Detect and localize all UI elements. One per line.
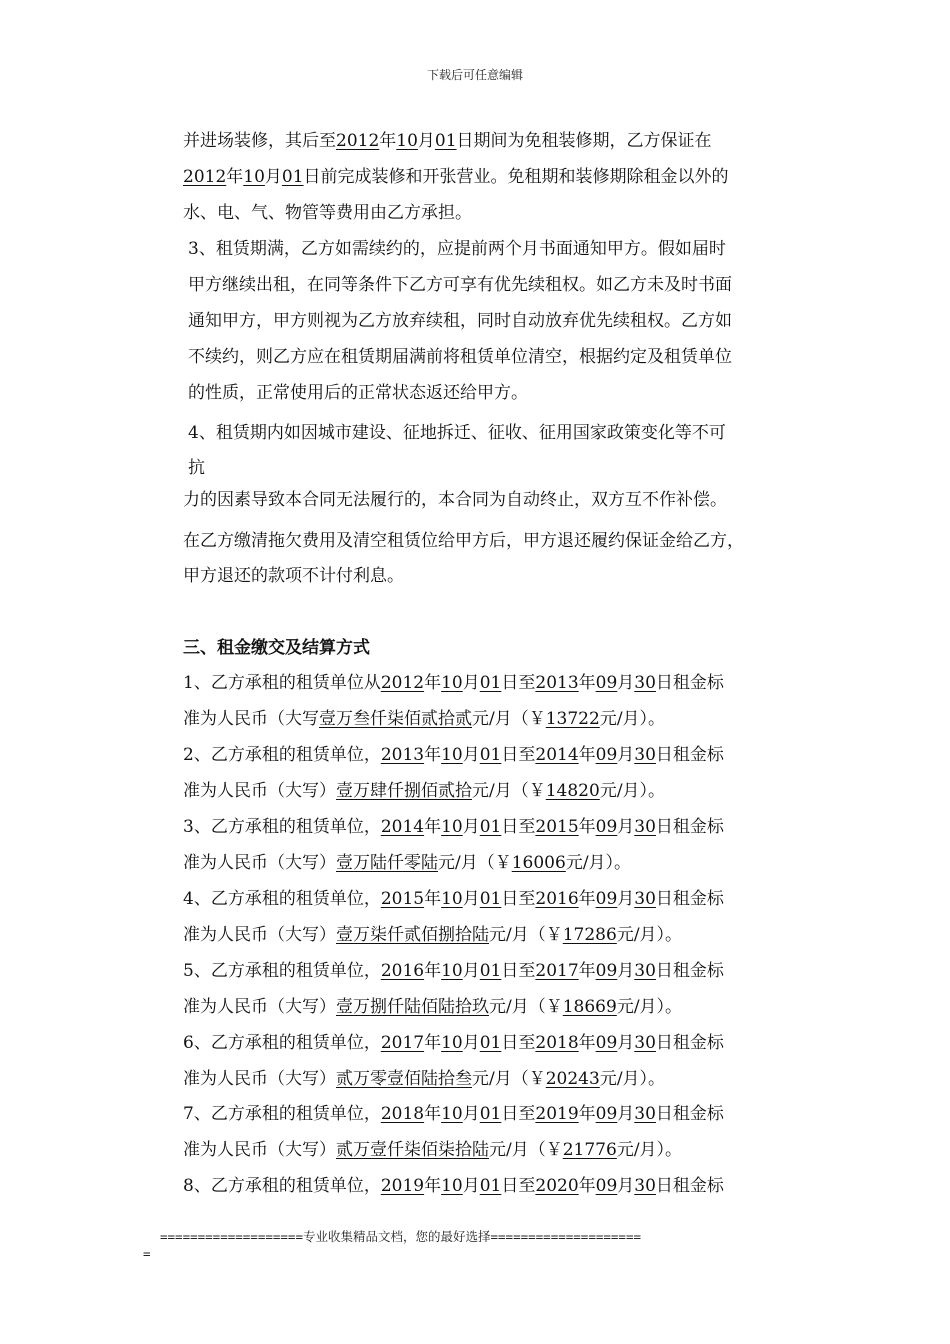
start-day: 01 (479, 1104, 502, 1124)
end-month: 09 (595, 673, 618, 693)
text: 月 (617, 745, 635, 765)
amount-numeric: 20243 (545, 1069, 600, 1089)
text: 元/月（￥ (472, 709, 546, 729)
amount-numeric: 16006 (511, 853, 566, 873)
text: 元/月（￥ (489, 925, 563, 945)
text: 租金标 (672, 673, 724, 693)
text: 月 (617, 673, 635, 693)
text: 月 (462, 1104, 480, 1124)
text: 日前完成装修和开张营业。免租期和装修期除租金以外的 (303, 167, 729, 187)
item-prefix: 3、乙方承租的租赁单位， (183, 817, 381, 837)
text: 至 (518, 745, 536, 765)
text: 年 (226, 167, 244, 187)
start-year: 2017 (380, 1033, 425, 1053)
text: 月 (617, 1176, 635, 1196)
end-month: 09 (595, 1176, 618, 1196)
rent-item-5 (183, 961, 724, 981)
amount-in-words: 壹万陆仟零陆 (336, 853, 438, 873)
page-header: 下载后可任意编辑 (426, 68, 523, 82)
text: 年 (578, 1104, 596, 1124)
text: 元/月（￥ (472, 781, 546, 801)
end-year: 2016 (535, 889, 579, 909)
clause-4-line: 4、租赁期内如因城市建设、征地拆迁、征收、征用国家政策变化等不可 (188, 423, 726, 443)
text: 日 (501, 817, 519, 837)
start-day: 01 (479, 745, 502, 765)
text: 租金标 (672, 745, 724, 765)
text: 年 (578, 817, 596, 837)
paragraph-line: 不续约，则乙方应在租赁期届满前将租赁单位清空，根据约定及租赁单位 (188, 347, 732, 367)
end-month: 09 (595, 1033, 618, 1053)
end-day: 30 (634, 1176, 656, 1196)
rent-item-3-amount (183, 853, 631, 873)
text: 年 (424, 1176, 442, 1196)
rent-item-1 (183, 673, 724, 693)
item-prefix: 8、乙方承租的租赁单位， (183, 1176, 381, 1196)
start-month: 10 (441, 1104, 463, 1124)
amount-in-words: 壹万肆仟捌佰贰拾 (336, 781, 472, 801)
text: 租金标 (672, 1033, 724, 1053)
text: 至 (518, 1176, 536, 1196)
end-day: 30 (634, 889, 656, 909)
text: 元/月（￥ (489, 997, 563, 1017)
text: 年 (379, 131, 397, 151)
clause-3-line: 3、租赁期满，乙方如需续约的，应提前两个月书面通知甲方。假如届时 (188, 239, 726, 259)
end-month: 09 (595, 817, 618, 837)
text: 年 (424, 889, 442, 909)
text: 年 (424, 673, 442, 693)
section-heading: 三、租金缴交及结算方式 (183, 638, 370, 658)
text: 日 (501, 1033, 519, 1053)
text: 并进场装修，其后至 (183, 131, 336, 151)
text: 日 (501, 745, 519, 765)
end-day: 30 (634, 1033, 656, 1053)
text: 月 (617, 817, 635, 837)
text: 日 (501, 961, 519, 981)
text: 月 (617, 1104, 635, 1124)
start-day: 01 (479, 961, 502, 981)
text: 年 (424, 1104, 442, 1124)
text: 月 (462, 745, 480, 765)
end-day: 30 (634, 745, 656, 765)
text: 月 (617, 1033, 635, 1053)
text: 元/月）。 (599, 781, 666, 801)
text: 日 (655, 673, 673, 693)
text: 月 (264, 167, 282, 187)
item-prefix: 2、乙方承租的租赁单位， (183, 745, 381, 765)
end-day: 30 (634, 1104, 656, 1124)
text: 至 (518, 1033, 536, 1053)
text: 至 (518, 673, 536, 693)
text: 租金标 (672, 817, 724, 837)
start-year: 2013 (380, 745, 425, 765)
text: 准为人民币（大写） (183, 1069, 336, 1089)
text: 日 (501, 1104, 519, 1124)
date-year: 2012 (183, 167, 227, 187)
start-day: 01 (479, 673, 502, 693)
date-day: 01 (434, 131, 457, 151)
amount-in-words: 贰万壹仟柒佰柒拾陆 (336, 1140, 489, 1160)
text: 至 (518, 817, 536, 837)
date-month: 10 (243, 167, 265, 187)
end-year: 2013 (535, 673, 579, 693)
text: 年 (578, 745, 596, 765)
text: 年 (578, 1176, 596, 1196)
paragraph-line: 抗 (188, 458, 205, 478)
text: 元/月（￥ (489, 1140, 563, 1160)
text: 租金标 (672, 1104, 724, 1124)
rent-item-6-amount (183, 1069, 665, 1089)
text: 日 (501, 889, 519, 909)
text: 月 (417, 131, 435, 151)
end-day: 30 (634, 817, 656, 837)
end-year: 2019 (535, 1104, 579, 1124)
item-prefix: 5、乙方承租的租赁单位， (183, 961, 381, 981)
start-day: 01 (479, 889, 502, 909)
date-day: 01 (281, 167, 304, 187)
text: 准为人民币（大写） (183, 997, 336, 1017)
text: 至 (518, 889, 536, 909)
amount-numeric: 14820 (545, 781, 600, 801)
amount-in-words: 壹万捌仟陆佰陆拾玖 (336, 997, 489, 1017)
text: 元/月）。 (616, 1140, 683, 1160)
text: 准为人民币（大写） (183, 1140, 336, 1160)
paragraph-line (183, 167, 729, 187)
amount-numeric: 17286 (562, 925, 617, 945)
text: 月 (617, 961, 635, 981)
text: 元/月（￥ (472, 1069, 546, 1089)
rent-item-5-amount (183, 997, 682, 1017)
item-prefix: 7、乙方承租的租赁单位， (183, 1104, 381, 1124)
text: 年 (578, 889, 596, 909)
rent-item-1-amount (183, 709, 665, 729)
text: 租金标 (672, 889, 724, 909)
text: 准为人民币（大写） (183, 853, 336, 873)
amount-numeric: 21776 (562, 1140, 617, 1160)
text: 月 (462, 1033, 480, 1053)
start-year: 2014 (380, 817, 425, 837)
amount-in-words: 壹万叁仟柒佰贰拾贰 (319, 709, 472, 729)
text: 租金标 (672, 1176, 724, 1196)
rent-item-7 (183, 1104, 724, 1124)
rent-item-6 (183, 1033, 724, 1053)
text: 日 (655, 745, 673, 765)
date-year: 2012 (336, 131, 380, 151)
end-day: 30 (634, 673, 656, 693)
paragraph-line: 甲方退还的款项不计付利息。 (183, 566, 404, 586)
text: 月 (462, 889, 480, 909)
start-month: 10 (441, 817, 463, 837)
end-year: 2020 (535, 1176, 579, 1196)
start-year: 2016 (380, 961, 425, 981)
date-month: 10 (396, 131, 418, 151)
start-year: 2019 (380, 1176, 425, 1196)
start-month: 10 (441, 1033, 463, 1053)
start-year: 2012 (380, 673, 425, 693)
rent-item-8 (183, 1176, 724, 1196)
start-year: 2015 (380, 889, 425, 909)
page-footer-tail: = (143, 1246, 151, 1261)
amount-numeric: 18669 (562, 997, 617, 1017)
start-day: 01 (479, 1176, 502, 1196)
text: 元/月）。 (616, 925, 683, 945)
text: 年 (424, 961, 442, 981)
text: 日 (655, 961, 673, 981)
end-day: 30 (634, 961, 656, 981)
start-month: 10 (441, 673, 463, 693)
text: 月 (462, 673, 480, 693)
rent-item-2-amount (183, 781, 665, 801)
end-year: 2015 (535, 817, 579, 837)
end-month: 09 (595, 745, 618, 765)
paragraph-line: 力的因素导致本合同无法履行的，本合同为自动终止，双方互不作补偿。 (183, 490, 727, 510)
text: 元/月）。 (599, 1069, 666, 1089)
text: 日 (655, 1033, 673, 1053)
text: 准为人民币（大写 (183, 709, 319, 729)
text: 至 (518, 1104, 536, 1124)
text: 元/月）。 (565, 853, 632, 873)
text: 日 (655, 1176, 673, 1196)
text: 年 (424, 745, 442, 765)
end-year: 2014 (535, 745, 579, 765)
rent-item-4 (183, 889, 724, 909)
amount-numeric: 13722 (545, 709, 600, 729)
item-prefix: 4、乙方承租的租赁单位， (183, 889, 381, 909)
item-prefix: 1、乙方承租的租赁单位从 (183, 673, 381, 693)
text: 元/月）。 (599, 709, 666, 729)
text: 日 (501, 673, 519, 693)
rent-item-2 (183, 745, 724, 765)
text: 月 (462, 961, 480, 981)
end-year: 2018 (535, 1033, 579, 1053)
end-year: 2017 (535, 961, 579, 981)
text: 元/月（￥ (438, 853, 512, 873)
text: 年 (578, 1033, 596, 1053)
text: 日 (655, 817, 673, 837)
start-month: 10 (441, 889, 463, 909)
text: 至 (518, 961, 536, 981)
paragraph-line: 的性质，正常使用后的正常状态返还给甲方。 (188, 383, 528, 403)
text: 年 (578, 673, 596, 693)
text: 元/月）。 (616, 997, 683, 1017)
text: 月 (617, 889, 635, 909)
text: 月 (462, 817, 480, 837)
paragraph-line: 水、电、气、物管等费用由乙方承担。 (183, 203, 472, 223)
amount-in-words: 壹万柒仟贰佰捌拾陆 (336, 925, 489, 945)
paragraph-line: 通知甲方，甲方则视为乙方放弃续租，同时自动放弃优先续租权。乙方如 (188, 311, 732, 331)
text: 租金标 (672, 961, 724, 981)
text: 日期间为免租装修期，乙方保证在 (456, 131, 712, 151)
start-year: 2018 (380, 1104, 425, 1124)
paragraph-line (183, 131, 712, 151)
start-month: 10 (441, 961, 463, 981)
end-month: 09 (595, 961, 618, 981)
text: 日 (501, 1176, 519, 1196)
start-day: 01 (479, 1033, 502, 1053)
text: 日 (655, 889, 673, 909)
rent-item-4-amount (183, 925, 682, 945)
start-month: 10 (441, 745, 463, 765)
end-month: 09 (595, 889, 618, 909)
text: 准为人民币（大写） (183, 781, 336, 801)
text: 年 (424, 1033, 442, 1053)
text: 年 (578, 961, 596, 981)
paragraph-line: 在乙方缴清拖欠费用及清空租赁位给甲方后，甲方退还履约保证金给乙方， (183, 531, 744, 551)
start-day: 01 (479, 817, 502, 837)
text: 年 (424, 817, 442, 837)
item-prefix: 6、乙方承租的租赁单位， (183, 1033, 381, 1053)
rent-item-3 (183, 817, 724, 837)
start-month: 10 (441, 1176, 463, 1196)
amount-in-words: 贰万零壹佰陆拾叁 (336, 1069, 472, 1089)
paragraph-line: 甲方继续出租，在同等条件下乙方可享有优先续租权。如乙方未及时书面 (188, 275, 732, 295)
rent-item-7-amount (183, 1140, 682, 1160)
page-footer: ===================专业收集精品文档，您的最好选择==================== (160, 1229, 642, 1244)
text: 准为人民币（大写） (183, 925, 336, 945)
text: 月 (462, 1176, 480, 1196)
text: 日 (655, 1104, 673, 1124)
end-month: 09 (595, 1104, 618, 1124)
